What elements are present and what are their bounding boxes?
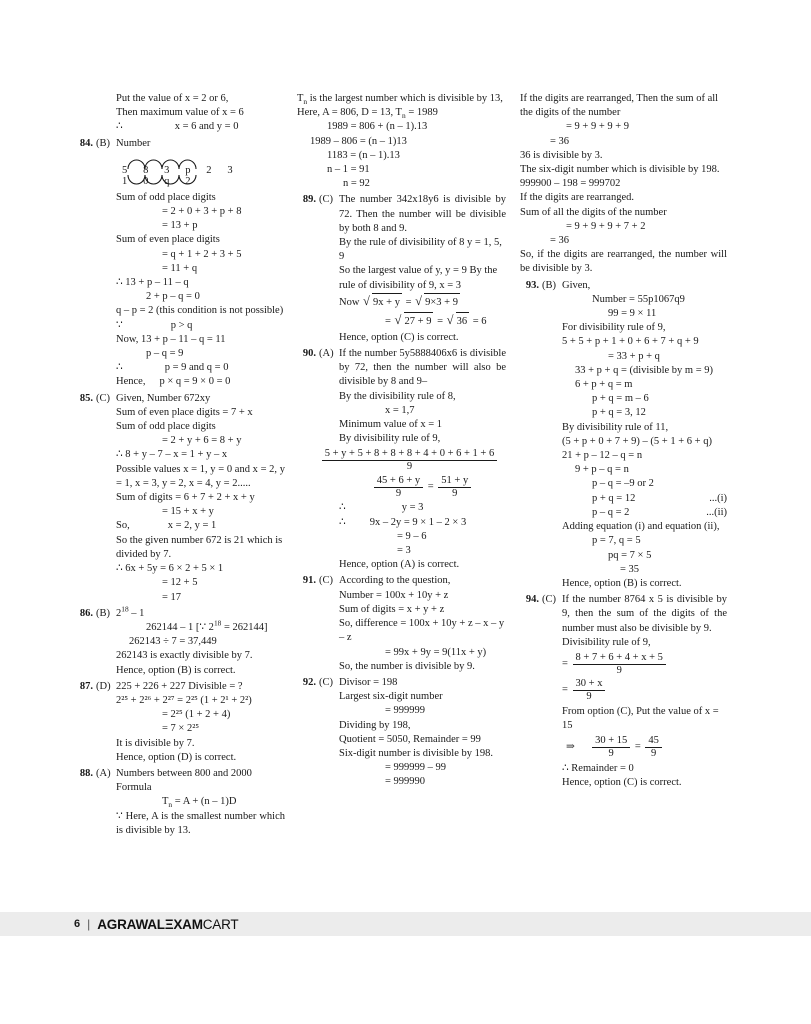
col3-carryover-line-11: So, if the digits are rearranged, the number will be divisible by 3. xyxy=(520,249,727,275)
so-label: So, xyxy=(116,520,130,532)
q84-inequality: p > q xyxy=(170,319,193,331)
q84-line-3: = 13 + p xyxy=(162,220,198,232)
fraction-2 xyxy=(374,475,423,500)
solution-86 xyxy=(74,604,285,678)
fraction-3 xyxy=(438,475,471,500)
q87-line-5: It is divisible by 7. xyxy=(116,737,195,749)
solution-number-84: 84. xyxy=(79,137,93,149)
solution-option-92: (C) xyxy=(319,676,333,688)
col3-carryover-line-8: Sum of all the digits of the number xyxy=(520,206,667,218)
q89-line-3: So the largest value of y, y = 9 By the rule of divisibility of 9, x = 3 xyxy=(339,265,498,291)
q92-line-8: = 999990 xyxy=(385,776,426,788)
col3-carryover-line-10: = 36 xyxy=(550,235,570,247)
q89-result: = 6 xyxy=(470,315,487,327)
solution-option-91: (C) xyxy=(319,575,333,587)
q87-line-1: 225 + 226 + 227 Divisible = ? xyxy=(116,680,243,692)
q93-line-22: Hence, option (B) is correct. xyxy=(562,577,682,589)
q89-line-1: The number 342x18y6 is divisible by 72. Then the number will be divisible by both 8 and 9. xyxy=(339,194,506,234)
solution-option-89: (C) xyxy=(319,194,333,206)
solution-number-90: 90. xyxy=(302,348,316,360)
q93-line-7: 33 + p + q = (divisible by m = 9) xyxy=(575,364,714,376)
col3-carryover-line-6: 999900 – 198 = 999702 xyxy=(520,178,621,190)
column-1 xyxy=(74,92,295,907)
q90-line-4: Minimum value of x = 1 xyxy=(339,419,443,431)
q89-equals-2: = xyxy=(385,315,394,327)
col2-carryover-line-2 xyxy=(297,106,506,120)
col2-carryover-line-4: 1989 – 806 = (n – 1)13 xyxy=(310,135,407,147)
carryover-block-col3 xyxy=(520,92,727,277)
col3-carryover-line-1: If the digits are rearranged, Then the sum of all the digits of the number xyxy=(520,93,719,119)
digit-arc-diagram xyxy=(122,153,252,189)
q93-equation-i: p + q = 12 xyxy=(592,492,636,504)
q94-fraction-3 xyxy=(592,735,630,760)
q84-pq-values: p = 9 and q = 0 xyxy=(164,362,229,374)
solution-number-94: 94. xyxy=(525,594,539,606)
q92-line-7: = 999999 – 99 xyxy=(385,762,447,774)
q93-line-15: p – q = –9 or 2 xyxy=(592,478,654,490)
carryover-line-3 xyxy=(116,120,285,134)
tn-subscript: n xyxy=(303,97,308,107)
q86-base: 2 xyxy=(116,607,122,619)
q90-equals: = xyxy=(427,481,434,493)
q85-xy-values: x = 2, y = 1 xyxy=(167,520,217,532)
three-column-layout xyxy=(74,92,737,907)
carryover-block-col2 xyxy=(297,92,506,191)
fraction-2-numerator: 45 + 6 + y xyxy=(374,475,423,488)
q88-tn-symbol: T xyxy=(162,796,169,808)
solution-91 xyxy=(297,574,506,673)
q93-line-6: = 33 + p + q xyxy=(608,350,660,362)
brand-logo xyxy=(97,917,238,932)
q93-line-12: (5 + p + 0 + 7 + 9) – (5 + 1 + 6 + q) xyxy=(562,435,712,447)
q87-line-3: = 2²⁵ (1 + 2 + 4) xyxy=(162,709,231,721)
q86-line-4: 262143 is exactly divisible by 7. xyxy=(116,650,253,662)
q85-line-8: = 15 + x + y xyxy=(162,506,214,518)
q94-fraction-4-numerator: 45 xyxy=(645,735,662,748)
q84-line-14 xyxy=(116,361,285,375)
q88-line-3 xyxy=(116,795,285,809)
q93-line-11: By divisibility rule of 11, xyxy=(562,421,669,433)
q84-title: Number xyxy=(116,137,151,149)
q93-line-14: 9 + p – q = n xyxy=(575,464,629,476)
q84-line-1: Sum of odd place digits xyxy=(116,191,216,203)
q92-line-5: Quotient = 5050, Remainder = 99 xyxy=(339,733,481,745)
solution-89 xyxy=(297,193,506,345)
q93-line-21: = 35 xyxy=(620,563,640,575)
q89-line-4 xyxy=(339,293,506,312)
q94-line-3: From option (C), Put the value of x = 15 xyxy=(562,705,719,732)
q85-line-9 xyxy=(116,519,285,533)
q94-equals-1: = xyxy=(562,658,568,670)
fraction-3-numerator: 51 + y xyxy=(438,475,471,488)
col3-carryover-line-9: = 9 + 9 + 9 + 7 + 2 xyxy=(566,220,646,232)
col3-carryover-line-4: 36 is divisible by 3. xyxy=(520,149,603,161)
q93-line-4: For divisibility rule of 9, xyxy=(562,322,666,334)
fraction-1-numerator: 5 + y + 5 + 8 + 8 + 8 + 4 + 0 + 6 + 1 + 6 xyxy=(322,448,497,461)
q84-line-12: Now, 13 + p – 11 – q = 11 xyxy=(116,333,226,345)
q86-value-a: 262144 – 1 [∵ 2 xyxy=(146,621,214,633)
q93-equation-ii: p – q = 2 xyxy=(592,506,630,518)
radical-4-body: 36 xyxy=(456,312,470,331)
q94-line-2: Divisibility rule of 9, xyxy=(562,636,651,648)
q90-line-1: If the number 5y5888406x6 is divisible by 72, then the number will also be divisible by 8 and 9– xyxy=(339,348,506,388)
q93-line-2: Number = 55p1067q9 xyxy=(592,293,685,305)
q90-line-2: By the divisibility rule of 8, xyxy=(339,390,456,402)
hence-label: Hence, xyxy=(116,376,146,388)
solution-option-88: (A) xyxy=(96,767,111,779)
q86-line-2 xyxy=(116,618,285,635)
footer-divider: | xyxy=(87,917,91,931)
q91-line-4: So, difference = 100x + 10y + z – x – y – z xyxy=(339,618,505,644)
solution-number-85: 85. xyxy=(79,392,93,404)
radical-3-body: 27 + 9 xyxy=(404,312,434,331)
q88-line-1: Numbers between 800 and 2000 xyxy=(116,767,252,779)
fraction-2-denominator: 9 xyxy=(395,487,402,499)
q92-line-2: Largest six-digit number xyxy=(339,691,443,703)
q94-fraction-4-denominator: 9 xyxy=(651,748,657,760)
col3-carryover-line-5: The six-digit number which is divisible by 198. xyxy=(520,164,720,176)
q84-line-4: Sum of even place digits xyxy=(116,234,220,246)
q90-therefore-2: ∴ xyxy=(339,516,346,528)
q84-line-2: = 2 + 0 + 3 + p + 8 xyxy=(162,206,242,218)
q91-line-3: Sum of digits = x + y + z xyxy=(339,603,445,615)
page-number: 6 xyxy=(74,918,81,930)
q86-value-b: = 262144] xyxy=(221,621,268,633)
tn-subscript-2: n xyxy=(401,111,406,121)
fraction-3-denominator: 9 xyxy=(452,487,458,499)
q89-equals-1: = xyxy=(402,296,415,308)
solution-option-84: (B) xyxy=(96,137,110,149)
solution-88 xyxy=(74,767,285,838)
solution-number-86: 86. xyxy=(79,607,93,619)
q94-fraction-row-1 xyxy=(562,652,727,677)
q88-line-2: Formula xyxy=(116,782,152,794)
implies-arrow-icon: ⇒ xyxy=(566,741,575,753)
q85-line-6: Possible values x = 1, y = 0 and x = 2, y = 1, x = 3, y = 2, x = 4, y = 2..... xyxy=(116,463,285,489)
q86-minus-one: – 1 xyxy=(128,607,145,619)
therefore-symbol-2: ∴ xyxy=(116,362,123,374)
q85-line-4: = 2 + y + 6 = 8 + y xyxy=(162,435,242,447)
q94-fraction-2 xyxy=(573,678,606,703)
carryover-result: x = 6 and y = 0 xyxy=(174,121,239,133)
q90-line-6 xyxy=(339,501,506,515)
solution-number-88: 88. xyxy=(79,767,93,779)
q94-fraction-3-numerator: 30 + 15 xyxy=(592,735,630,748)
q85-line-3: Sum of odd place digits xyxy=(116,421,216,433)
solution-number-91: 91. xyxy=(302,575,316,587)
q85-line-12: ∴ 6x + 5y = 6 × 2 + 5 × 1 xyxy=(116,563,224,575)
q86-exponent-2: 18 xyxy=(213,618,222,628)
q93-line-1: Given, xyxy=(562,279,591,291)
q85-line-2: Sum of even place digits = 7 + x xyxy=(116,406,253,418)
q94-fraction-row-3 xyxy=(562,735,727,760)
q90-line-12: Hence, option (A) is correct. xyxy=(339,559,460,571)
page-footer xyxy=(0,912,811,936)
q94-line-5: ∴ Remainder = 0 xyxy=(562,762,634,774)
q91-line-6: So, the number is divisible by 9. xyxy=(339,660,475,672)
solution-number-87: 87. xyxy=(79,680,93,692)
q93-line-20: pq = 7 × 5 xyxy=(608,549,652,561)
q93-line-16 xyxy=(562,492,727,506)
solution-85 xyxy=(74,392,285,605)
q90-fraction-1 xyxy=(313,448,506,473)
col2-carryover-line-1 xyxy=(297,92,506,106)
q90-line-10: = 9 – 6 xyxy=(397,530,427,542)
solution-option-87: (D) xyxy=(96,680,111,692)
radical-2-body: 9×3 + 9 xyxy=(424,293,460,312)
q85-line-5: ∴ 8 + y – 7 – x = 1 + y – x xyxy=(116,449,228,461)
q92-line-3: = 999999 xyxy=(385,705,426,717)
q87-line-4: = 7 × 2²⁵ xyxy=(162,723,200,735)
tn-value: = 1989 xyxy=(405,107,438,119)
q94-fraction-1 xyxy=(573,652,666,677)
col3-carryover-line-2: = 9 + 9 + 9 + 9 xyxy=(566,121,630,133)
because-symbol: ∵ xyxy=(116,319,123,331)
q94-fraction-4 xyxy=(645,735,662,760)
q86-exponent: 18 xyxy=(121,604,129,614)
col3-carryover-line-7: If the digits are rearranged. xyxy=(520,192,634,204)
solution-option-85: (C) xyxy=(96,392,110,404)
q93-line-18: Adding equation (i) and equation (ii), xyxy=(562,521,720,533)
q84-line-13: p – q = 9 xyxy=(146,348,184,360)
q90-line-11: = 3 xyxy=(397,545,411,557)
q84-line-16 xyxy=(116,375,285,389)
q84-line-6: = 11 + q xyxy=(162,262,198,274)
q93-line-17 xyxy=(562,506,727,520)
q93-line-10: p + q = 3, 12 xyxy=(592,407,646,419)
fraction-1-denominator: 9 xyxy=(406,461,413,473)
solution-84 xyxy=(74,137,285,390)
q93-line-19: p = 7, q = 5 xyxy=(592,535,641,547)
solution-option-86: (B) xyxy=(96,607,110,619)
tn-description: is the largest number which is divisible by 13, xyxy=(307,93,503,104)
q89-line-5 xyxy=(339,312,506,331)
q94-fraction-3-denominator: 9 xyxy=(608,748,614,760)
radical-1-body: 9x + y xyxy=(372,293,402,312)
col2-carryover-line-7: n = 92 xyxy=(343,178,370,190)
q94-line-6: Hence, option (C) is correct. xyxy=(562,777,682,789)
q86-line-3: 262143 ÷ 7 = 37,449 xyxy=(129,636,217,648)
q86-line-1 xyxy=(116,604,285,621)
solution-number-93: 93. xyxy=(525,279,539,291)
q86-line-5: Hence, option (B) is correct. xyxy=(116,664,236,676)
q85-line-13: = 12 + 5 xyxy=(162,577,198,589)
column-2 xyxy=(295,92,516,907)
solution-number-89: 89. xyxy=(302,194,316,206)
q93-equation-i-label: ...(i) xyxy=(709,492,727,504)
q91-line-5: = 99x + 9y = 9(11x + y) xyxy=(385,646,487,658)
q88-formula: = A + (n – 1)D xyxy=(172,796,237,808)
col2-carryover-line-3: 1989 = 806 + (n – 1).13 xyxy=(327,121,428,133)
q87-line-6: Hence, option (D) is correct. xyxy=(116,751,237,763)
q94-fraction-2-numerator: 30 + x xyxy=(573,678,606,691)
q90-expression: 9x – 2y = 9 × 1 – 2 × 3 xyxy=(369,516,467,528)
q84-final-result: p × q = 9 × 0 = 0 xyxy=(159,376,231,388)
q90-line-5: By divisibility rule of 9, xyxy=(339,433,441,445)
q85-line-1: Given, Number 672xy xyxy=(116,392,211,404)
q93-line-9: p + q = m – 6 xyxy=(592,393,649,405)
q93-equation-ii-label: ...(ii) xyxy=(706,506,727,518)
q93-line-5: 5 + 5 + p + 1 + 0 + 6 + 7 + q + 9 xyxy=(562,336,699,348)
solution-93 xyxy=(520,279,727,591)
q84-line-9: q – p = 2 (this condition is not possible) xyxy=(116,305,284,317)
q90-line-8 xyxy=(339,516,506,530)
q89-now-label: Now xyxy=(339,296,363,308)
q94-equals-2: = xyxy=(562,685,568,697)
q94-line-1: If the number 8764 x 5 is divisible by 9, then the sum of the digits of the number must also be divisible by 9. xyxy=(562,594,727,634)
q91-line-1: According to the question, xyxy=(339,575,451,587)
brand-cart: CART xyxy=(202,916,239,932)
q93-line-13: 21 + p – 12 – q = n xyxy=(562,450,643,462)
q94-fraction-2-denominator: 9 xyxy=(586,691,592,703)
q92-line-6: Six-digit number is divisible by 198. xyxy=(339,747,493,759)
q94-equals-3: = xyxy=(634,741,641,753)
q94-fraction-1-denominator: 9 xyxy=(616,664,622,676)
carryover-line-2: Then maximum value of x = 6 xyxy=(116,107,244,119)
solution-87 xyxy=(74,680,285,765)
q84-line-5: = q + 1 + 2 + 3 + 5 xyxy=(162,248,242,260)
q90-line-3: x = 1,7 xyxy=(385,404,415,416)
q85-line-7: Sum of digits = 6 + 7 + 2 + x + y xyxy=(116,492,255,504)
radical-1 xyxy=(363,293,402,312)
q84-line-7: ∴ 13 + p – 11 – q xyxy=(116,277,189,289)
q89-line-2: By the rule of divisibility of 8 y = 1, 5, 9 xyxy=(339,237,502,263)
q93-line-8: 6 + p + q = m xyxy=(575,379,633,391)
solution-option-94: (C) xyxy=(542,594,556,606)
carryover-line-1: Put the value of x = 2 or 6, xyxy=(116,93,229,104)
q89-equals-3: = xyxy=(434,315,446,327)
q85-line-14: = 17 xyxy=(162,591,182,603)
q87-line-2: 2²⁵ + 2²⁶ + 2²⁷ = 2²⁵ (1 + 2¹ + 2²) xyxy=(116,694,252,706)
brand-agrawal: AGRAWAL xyxy=(97,916,165,932)
solution-option-90: (A) xyxy=(319,348,334,360)
therefore-symbol: ∴ xyxy=(116,121,123,133)
radical-3 xyxy=(395,312,434,331)
q85-line-11: So the given number 672 is 21 which is divided by 7. xyxy=(116,534,283,560)
footer-content xyxy=(74,912,238,936)
q92-line-4: Dividing by 198, xyxy=(339,719,411,731)
col3-carryover-line-3: = 36 xyxy=(550,135,570,147)
solution-92 xyxy=(297,676,506,790)
column-3 xyxy=(516,92,737,907)
col2-carryover-line-6: n – 1 = 91 xyxy=(327,164,370,176)
q89-line-6: Hence, option (C) is correct. xyxy=(339,331,459,343)
radical-4 xyxy=(447,312,470,331)
fraction-sum-over-nine xyxy=(322,448,497,473)
q84-line-10 xyxy=(116,319,285,333)
q93-line-3: 99 = 9 × 11 xyxy=(608,308,657,320)
col2-carryover-line-5: 1183 = (n – 1).13 xyxy=(327,149,400,161)
q94-fraction-1-numerator: 8 + 7 + 6 + 4 + x + 5 xyxy=(573,652,666,665)
solution-94 xyxy=(520,593,727,790)
carryover-block-top xyxy=(74,92,285,135)
digit-sequence: 5 8 3 p 2 3 1 0 q 2 xyxy=(122,164,240,187)
q91-line-2: Number = 100x + 10y + z xyxy=(339,589,449,601)
brand-exam: ΞXAM xyxy=(164,916,203,932)
q88-tn-subscript: n xyxy=(168,800,173,810)
q84-line-8: 2 + p – q = 0 xyxy=(146,291,200,303)
solution-number-92: 92. xyxy=(302,676,316,688)
q90-y-value: y = 3 xyxy=(401,502,424,514)
q94-fraction-row-2 xyxy=(562,678,727,703)
radical-2 xyxy=(415,293,460,312)
solution-90 xyxy=(297,347,506,572)
q88-line-4: ∵ Here, A is the smallest number which is divisible by 13. xyxy=(116,810,285,836)
q90-therefore-1: ∴ xyxy=(339,502,346,514)
solution-option-93: (B) xyxy=(542,279,556,291)
q90-fraction-row-2 xyxy=(339,475,506,500)
tn-symbol: T xyxy=(297,93,304,104)
q92-line-1: Divisor = 198 xyxy=(339,676,398,688)
ad-values: Here, A = 806, D = 13, T xyxy=(297,107,402,119)
